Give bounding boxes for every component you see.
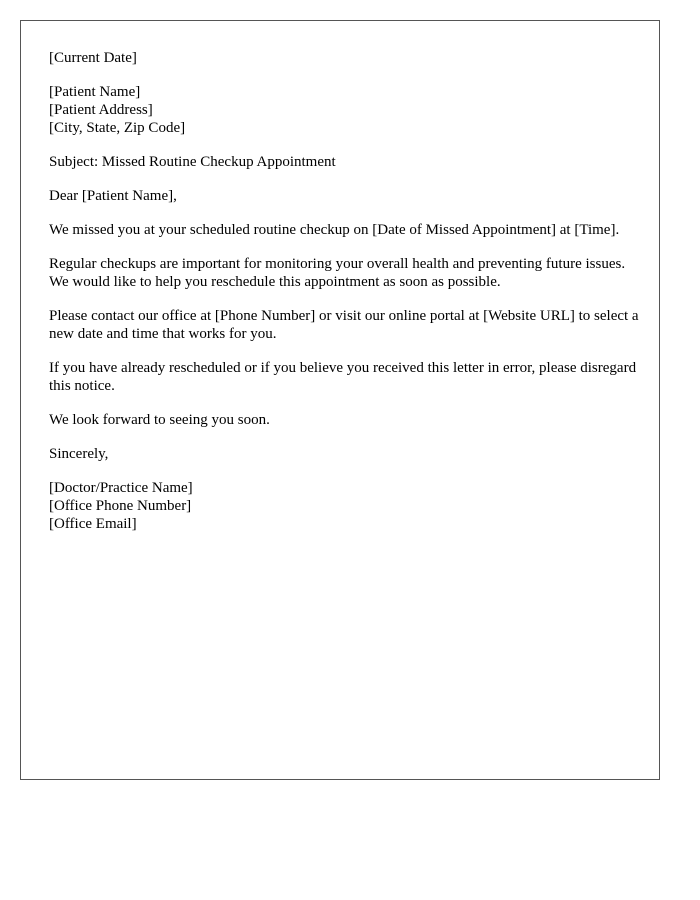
paragraph-missed-appointment: We missed you at your scheduled routine checkup on [Date of Missed Appointment] at [Time].	[49, 222, 620, 238]
paragraph-closing-remark: We look forward to seeing you soon.	[49, 412, 270, 428]
office-email: [Office Email]	[49, 516, 137, 532]
paragraph-contact: Please contact our office at [Phone Number] or visit our online portal at [Website URL] to select a new date and time that works for you.	[49, 308, 639, 342]
recipient-block	[49, 83, 639, 137]
city-state-zip: [City, State, Zip Code]	[49, 120, 186, 136]
date-line	[49, 49, 639, 67]
paragraph-disregard: If you have already rescheduled or if you believe you received this letter in error, please disregard this notice.	[49, 360, 637, 394]
subject-line: Subject: Missed Routine Checkup Appointment	[49, 154, 336, 170]
closing: Sincerely,	[49, 446, 109, 462]
letter-body	[49, 49, 639, 549]
signature-block	[49, 479, 639, 533]
paragraph-importance: Regular checkups are important for monitoring your overall health and preventing future issues. We would like to help you reschedule this appointment as soon as possible.	[49, 256, 626, 290]
practice-name: [Doctor/Practice Name]	[49, 480, 193, 496]
patient-name: [Patient Name]	[49, 84, 141, 100]
salutation: Dear [Patient Name],	[49, 188, 177, 204]
patient-address: [Patient Address]	[49, 102, 153, 118]
office-phone: [Office Phone Number]	[49, 498, 192, 514]
current-date: [Current Date]	[49, 50, 137, 66]
letter-page	[20, 20, 660, 780]
